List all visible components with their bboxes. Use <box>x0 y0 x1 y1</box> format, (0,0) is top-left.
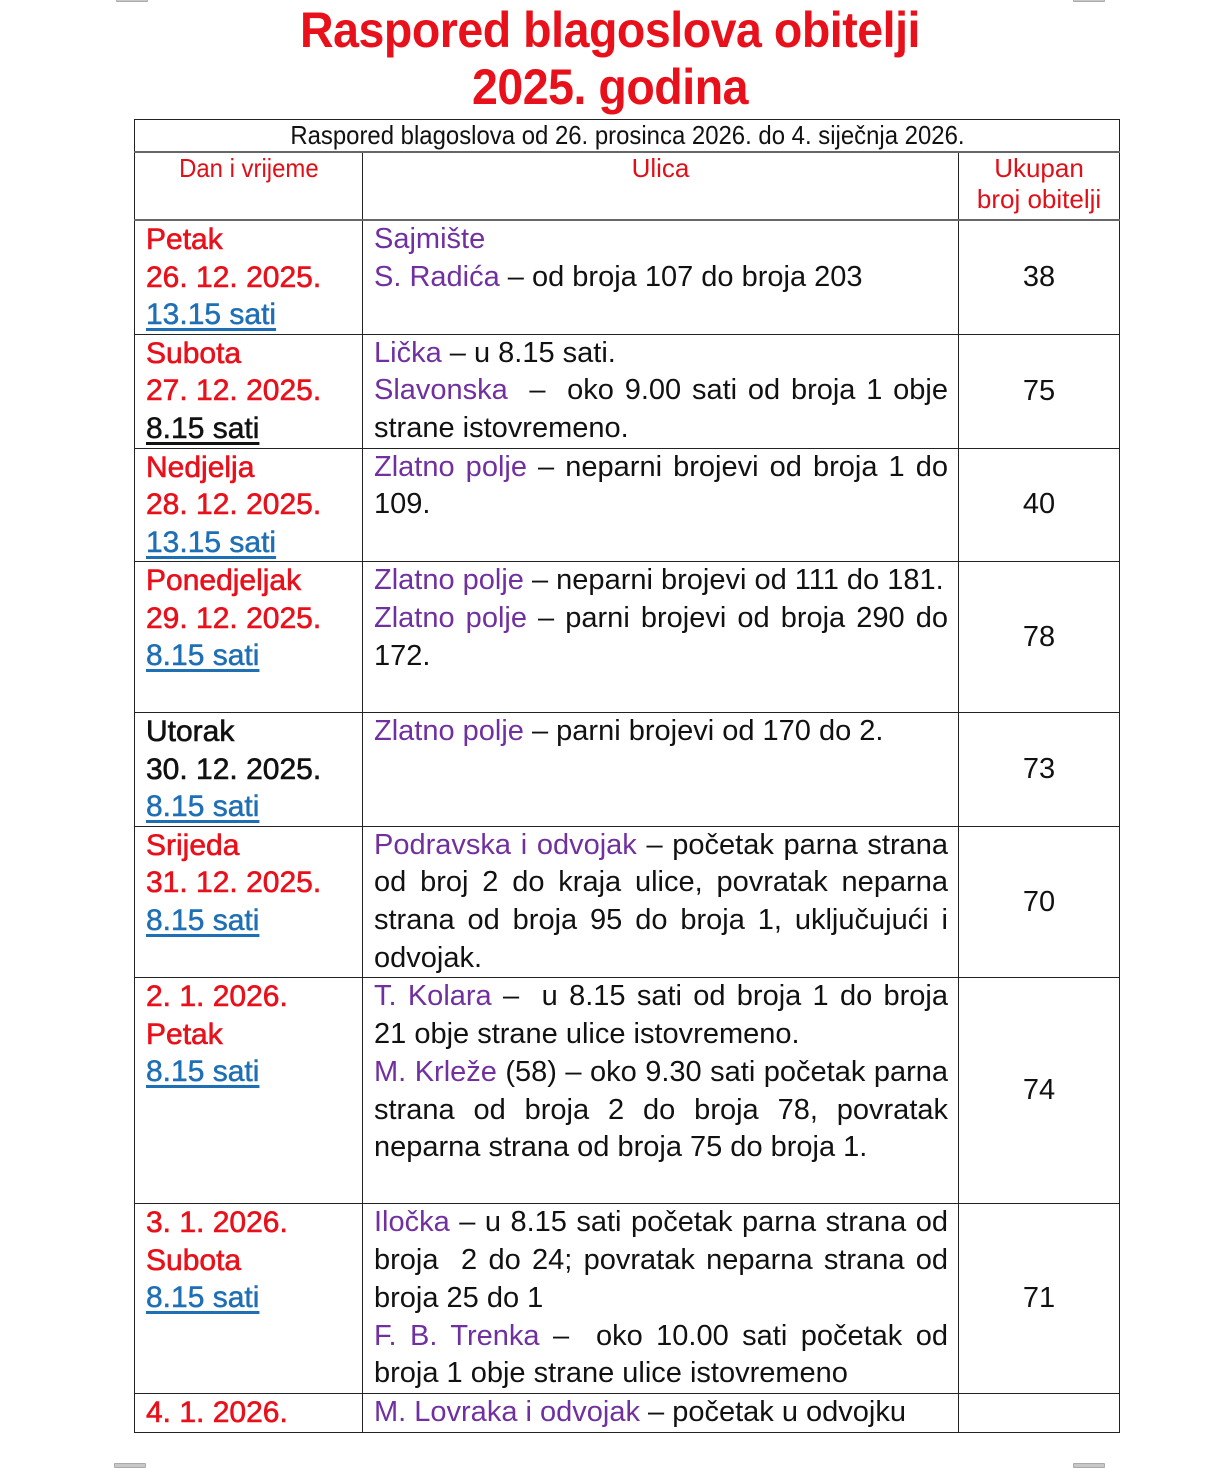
street-description: – početak u odvojku <box>639 1395 906 1428</box>
street-entry <box>374 335 948 373</box>
street-name: M. Krleže <box>374 1055 497 1088</box>
title-line-2: 2025. godina <box>471 59 749 115</box>
day-time-cell <box>135 713 363 827</box>
time-link[interactable]: 13.15 sati <box>146 525 277 559</box>
header-street <box>363 152 959 220</box>
street-name: Slavonska <box>374 374 508 407</box>
street-name: M. Lovraka i odvojak <box>374 1395 640 1428</box>
page-title <box>43 2 1178 116</box>
family-count-cell <box>959 1204 1120 1394</box>
street-cell <box>363 826 959 978</box>
family-count: 40 <box>1022 488 1056 521</box>
street-entry <box>374 1318 957 1393</box>
schedule-table <box>134 119 1120 1433</box>
table-row <box>135 562 1120 713</box>
street-cell <box>363 1204 959 1394</box>
table-row <box>135 334 1120 448</box>
day-line-1: Srijeda <box>146 828 240 862</box>
time-line <box>146 410 352 448</box>
street-entry <box>374 449 957 524</box>
street-entry <box>374 827 957 978</box>
header-count-line1: Ukupan <box>994 153 1084 183</box>
street-entry <box>374 259 948 297</box>
time-line <box>146 524 352 562</box>
street-cell <box>363 978 959 1204</box>
family-count: 78 <box>1022 620 1056 653</box>
day-time-cell <box>135 1204 363 1394</box>
street-description: – oko 10.00 sati početak od broja 1 obje strane ulice istovremeno <box>374 1319 957 1390</box>
table-row <box>135 1204 1120 1394</box>
day-line-1: 4. 1. 2026. <box>146 1395 288 1429</box>
street-description: – oko 9.00 sati od broja 1 obje strane istovremeno. <box>374 374 957 444</box>
day-line-1: 3. 1. 2026. <box>146 1206 288 1240</box>
street-name: Zlatno polje <box>374 450 527 483</box>
time-line <box>146 788 352 826</box>
street-description: – u 8.15 sati početak parna strana od broja 2 do 24; povratak neparna strana od broja 25 do 1 <box>374 1206 957 1314</box>
day-line-2: 26. 12. 2025. <box>146 260 322 294</box>
street-entry <box>374 713 948 751</box>
header-count <box>959 152 1120 220</box>
street-entry <box>374 1204 957 1317</box>
street-name: T. Kolara <box>374 980 492 1013</box>
family-count: 38 <box>1022 260 1056 293</box>
street-cell <box>363 334 959 448</box>
street-name: Sajmište <box>374 223 486 255</box>
table-row <box>135 713 1120 827</box>
time-line <box>146 296 352 334</box>
table-row <box>135 1393 1120 1432</box>
time-link[interactable]: 13.15 sati <box>146 298 277 331</box>
day-line-1: Utorak <box>146 715 235 749</box>
family-count-cell <box>959 826 1120 978</box>
street-description: – parni brojevi od broja 290 do 172. <box>374 601 957 672</box>
day-time-cell <box>135 826 363 978</box>
table-row <box>135 826 1120 978</box>
street-cell <box>363 1393 959 1432</box>
street-description: – od broja 107 do broja 203 <box>499 260 863 293</box>
street-entry <box>374 562 948 600</box>
time-line <box>146 1279 352 1317</box>
day-line-2: Petak <box>146 1017 223 1051</box>
table-row <box>135 978 1120 1204</box>
day-line-1: Petak <box>146 223 223 256</box>
time-line <box>146 1053 352 1091</box>
family-count: 73 <box>1022 752 1056 785</box>
street-entry <box>374 372 957 447</box>
time-line <box>146 637 352 675</box>
street-name: Zlatno polje <box>374 715 524 748</box>
day-line-2: 27. 12. 2025. <box>146 374 322 407</box>
day-time-cell <box>135 220 363 334</box>
time-link[interactable]: 8.15 sati <box>146 1055 260 1089</box>
family-count-cell <box>959 978 1120 1204</box>
table-row <box>135 220 1120 334</box>
day-line-2: 31. 12. 2025. <box>146 866 322 900</box>
street-name: Zlatno polje <box>374 601 527 634</box>
title-line-1: Raspored blagoslova obitelji <box>299 2 921 58</box>
street-entry <box>374 600 957 675</box>
family-count: 75 <box>1022 374 1056 407</box>
street-cell <box>363 562 959 713</box>
time-link[interactable]: 8.15 sati <box>146 1281 260 1315</box>
day-time-cell <box>135 448 363 562</box>
day-time-cell <box>135 978 363 1204</box>
family-count: 71 <box>1022 1282 1056 1315</box>
day-line-1: 2. 1. 2026. <box>146 980 288 1014</box>
time-link[interactable]: 8.15 sati <box>146 411 260 445</box>
street-entry <box>374 1054 957 1167</box>
day-line-2: 28. 12. 2025. <box>146 488 322 522</box>
street-description: – neparni brojevi od 111 do 181. <box>523 564 944 597</box>
street-name: Lička <box>374 336 442 369</box>
family-count: 70 <box>1022 885 1056 918</box>
day-line-2: 30. 12. 2025. <box>146 752 322 786</box>
street-name: Iločka <box>374 1206 450 1239</box>
family-count-cell <box>959 448 1120 562</box>
family-count-cell <box>959 713 1120 827</box>
family-count-cell <box>959 334 1120 448</box>
table-row <box>135 448 1120 562</box>
family-count: 74 <box>1022 1074 1056 1107</box>
street-description: – parni brojevi od 170 do 2. <box>523 715 884 748</box>
street-cell <box>363 713 959 827</box>
street-description: – u 8.15 sati od broja 1 do broja 21 obje strane ulice istovremeno. <box>374 980 957 1051</box>
street-cell <box>363 220 959 334</box>
date-range-text: Raspored blagoslova od 26. prosinca 2026. do 4. siječnja 2026. <box>289 120 965 150</box>
day-time-cell <box>135 334 363 448</box>
header-day-time-label: Dan i vrijeme <box>178 153 319 183</box>
time-link[interactable]: 8.15 sati <box>146 903 260 937</box>
time-link[interactable]: 8.15 sati <box>146 639 260 673</box>
street-entry <box>374 221 948 259</box>
street-name: Zlatno polje <box>374 564 524 597</box>
header-street-label: Ulica <box>631 153 690 183</box>
header-count-line2: broj obitelji <box>976 184 1102 214</box>
street-description: – u 8.15 sati. <box>441 336 616 369</box>
street-description: – neparni brojevi od broja 1 do 109. <box>374 450 957 521</box>
day-line-2: Subota <box>146 1243 242 1277</box>
day-time-cell <box>135 1393 363 1432</box>
street-name: F. B. Trenka <box>374 1319 540 1352</box>
day-line-1: Subota <box>146 336 242 370</box>
day-line-1: Ponedjeljak <box>146 564 302 598</box>
header-day-time <box>135 152 363 220</box>
family-count-cell <box>959 562 1120 713</box>
date-range-caption <box>135 120 1120 153</box>
day-line-2: 29. 12. 2025. <box>146 601 322 635</box>
day-time-cell <box>135 562 363 713</box>
street-description: – početak parna strana od broj 2 do kraja ulice, povratak neparna strana od broja 95 do broja 1, uključujući i odvojak. <box>374 828 957 974</box>
street-entry <box>374 1394 948 1432</box>
day-line-1: Nedjelja <box>146 450 255 484</box>
time-link[interactable]: 8.15 sati <box>146 790 260 824</box>
street-name: S. Radića <box>374 260 500 293</box>
street-name: Podravska i odvojak <box>374 828 637 861</box>
time-line <box>146 902 352 940</box>
street-entry <box>374 978 957 1053</box>
table-header-row <box>135 152 1120 220</box>
family-count-cell <box>959 220 1120 334</box>
street-description: (58) – oko 9.30 sati početak parna strana od broja 2 do broja 78, povratak neparna strana od broja 75 do broja 1. <box>374 1055 957 1164</box>
street-cell <box>363 448 959 562</box>
family-count-cell <box>959 1393 1120 1432</box>
